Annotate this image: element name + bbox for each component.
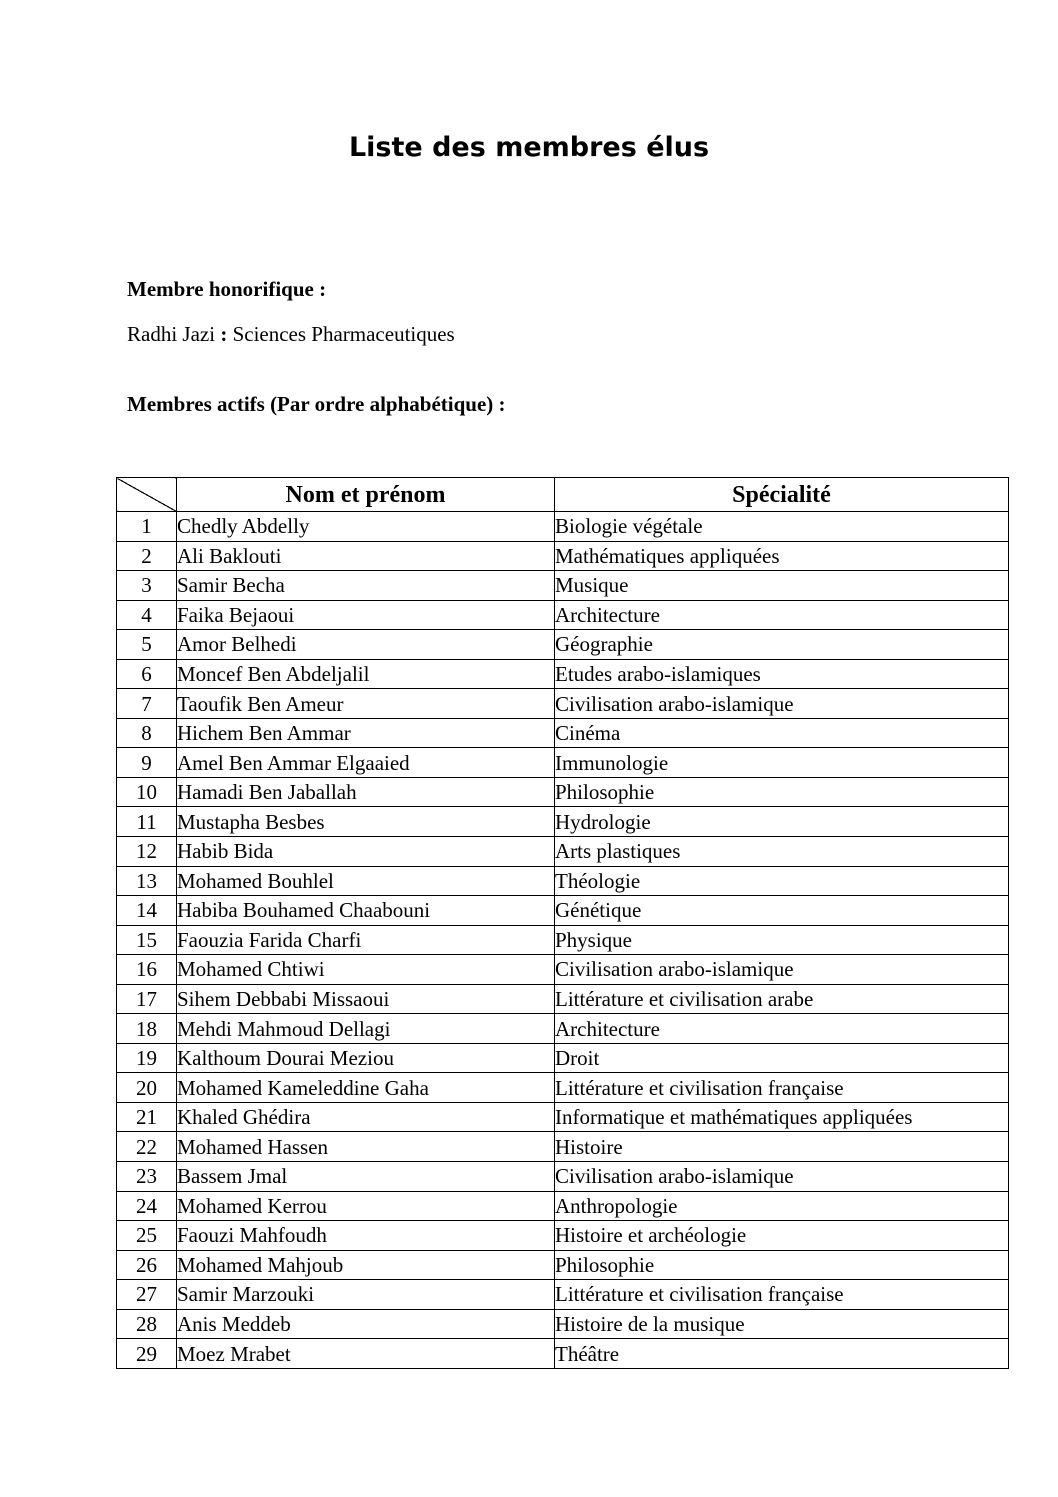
table-row [117,512,1009,542]
row-number: 9 [117,748,177,778]
row-number: 28 [117,1309,177,1339]
row-number: 13 [117,866,177,896]
member-specialty: Littérature et civilisation française [555,1073,1009,1103]
members-table-body [117,512,1009,1369]
member-name: Habib Bida [177,837,555,867]
table-row [117,777,1009,807]
table-row [117,1102,1009,1132]
row-number: 10 [117,777,177,807]
table-row [117,1309,1009,1339]
row-number: 7 [117,689,177,719]
honorary-member-separator: : [215,322,233,346]
table-row [117,1043,1009,1073]
member-name: Khaled Ghédira [177,1102,555,1132]
table-row [117,571,1009,601]
member-specialty: Physique [555,925,1009,955]
table-row [117,1280,1009,1310]
row-number: 11 [117,807,177,837]
table-row [117,541,1009,571]
row-number: 18 [117,1014,177,1044]
member-name: Taoufik Ben Ameur [177,689,555,719]
row-number: 3 [117,571,177,601]
table-row [117,807,1009,837]
row-number: 1 [117,512,177,542]
table-row [117,630,1009,660]
member-name: Faika Bejaoui [177,600,555,630]
row-number: 24 [117,1191,177,1221]
member-specialty: Civilisation arabo-islamique [555,1162,1009,1192]
member-specialty: Théâtre [555,1339,1009,1369]
member-specialty: Civilisation arabo-islamique [555,689,1009,719]
member-specialty: Civilisation arabo-islamique [555,955,1009,985]
member-name: Hichem Ben Ammar [177,718,555,748]
member-name: Mohamed Kameleddine Gaha [177,1073,555,1103]
row-number: 21 [117,1102,177,1132]
table-row [117,896,1009,926]
member-specialty: Philosophie [555,777,1009,807]
row-number: 8 [117,718,177,748]
member-specialty: Hydrologie [555,807,1009,837]
row-number: 12 [117,837,177,867]
member-name: Faouzia Farida Charfi [177,925,555,955]
member-name: Ali Baklouti [177,541,555,571]
row-number: 16 [117,955,177,985]
corner-cell [117,478,177,512]
table-row [117,984,1009,1014]
row-number: 27 [117,1280,177,1310]
member-specialty: Immunologie [555,748,1009,778]
member-name: Mohamed Mahjoub [177,1250,555,1280]
member-name: Anis Meddeb [177,1309,555,1339]
member-name: Mohamed Chtiwi [177,955,555,985]
table-row [117,600,1009,630]
table-row [117,1014,1009,1044]
member-specialty: Musique [555,571,1009,601]
table-row [117,718,1009,748]
member-name: Faouzi Mahfoudh [177,1221,555,1251]
member-name: Mehdi Mahmoud Dellagi [177,1014,555,1044]
table-row [117,1221,1009,1251]
member-name: Hamadi Ben Jaballah [177,777,555,807]
member-name: Amor Belhedi [177,630,555,660]
row-number: 23 [117,1162,177,1192]
member-specialty: Génétique [555,896,1009,926]
member-name: Mohamed Kerrou [177,1191,555,1221]
members-table [116,477,1009,1369]
row-number: 6 [117,659,177,689]
member-specialty: Cinéma [555,718,1009,748]
table-row [117,1162,1009,1192]
member-specialty: Arts plastiques [555,837,1009,867]
member-specialty: Informatique et mathématiques appliquées [555,1102,1009,1132]
member-name: Samir Marzouki [177,1280,555,1310]
member-specialty: Littérature et civilisation française [555,1280,1009,1310]
member-specialty: Philosophie [555,1250,1009,1280]
member-specialty: Histoire et archéologie [555,1221,1009,1251]
member-name: Chedly Abdelly [177,512,555,542]
honorary-member-line [127,320,455,348]
table-row [117,837,1009,867]
member-specialty: Théologie [555,866,1009,896]
member-specialty: Architecture [555,1014,1009,1044]
row-number: 20 [117,1073,177,1103]
member-specialty: Géographie [555,630,1009,660]
row-number: 19 [117,1043,177,1073]
member-name: Sihem Debbabi Missaoui [177,984,555,1014]
row-number: 26 [117,1250,177,1280]
row-number: 15 [117,925,177,955]
table-header-row [117,478,1009,512]
row-number: 5 [117,630,177,660]
row-number: 2 [117,541,177,571]
page-title: Liste des membres élus [348,132,710,163]
member-specialty: Littérature et civilisation arabe [555,984,1009,1014]
member-specialty: Anthropologie [555,1191,1009,1221]
table-row [117,659,1009,689]
member-specialty: Histoire [555,1132,1009,1162]
column-header-specialty: Spécialité [555,478,1009,512]
member-name: Moez Mrabet [177,1339,555,1369]
member-specialty: Mathématiques appliquées [555,541,1009,571]
member-specialty: Etudes arabo-islamiques [555,659,1009,689]
table-row [117,748,1009,778]
member-specialty: Droit [555,1043,1009,1073]
member-name: Amel Ben Ammar Elgaaied [177,748,555,778]
table-row [117,1250,1009,1280]
member-name: Mohamed Bouhlel [177,866,555,896]
row-number: 22 [117,1132,177,1162]
member-name: Habiba Bouhamed Chaabouni [177,896,555,926]
row-number: 14 [117,896,177,926]
table-row [117,1339,1009,1369]
row-number: 17 [117,984,177,1014]
active-members-heading: Membres actifs (Par ordre alphabétique) : [127,392,506,416]
table-row [117,689,1009,719]
table-row [117,955,1009,985]
honorary-member-name: Radhi Jazi [127,322,216,346]
member-name: Mustapha Besbes [177,807,555,837]
honorary-member-heading: Membre honorifique : [127,277,327,301]
member-specialty: Histoire de la musique [555,1309,1009,1339]
table-row [117,1132,1009,1162]
member-name: Samir Becha [177,571,555,601]
table-row [117,1073,1009,1103]
table-row [117,866,1009,896]
table-row [117,1191,1009,1221]
member-specialty: Architecture [555,600,1009,630]
member-name: Bassem Jmal [177,1162,555,1192]
member-name: Mohamed Hassen [177,1132,555,1162]
member-name: Kalthoum Dourai Meziou [177,1043,555,1073]
member-specialty: Biologie végétale [555,512,1009,542]
row-number: 4 [117,600,177,630]
row-number: 25 [117,1221,177,1251]
row-number: 29 [117,1339,177,1369]
column-header-name: Nom et prénom [177,478,555,512]
table-row [117,925,1009,955]
honorary-member-specialty: Sciences Pharmaceutiques [232,322,455,346]
member-name: Moncef Ben Abdeljalil [177,659,555,689]
